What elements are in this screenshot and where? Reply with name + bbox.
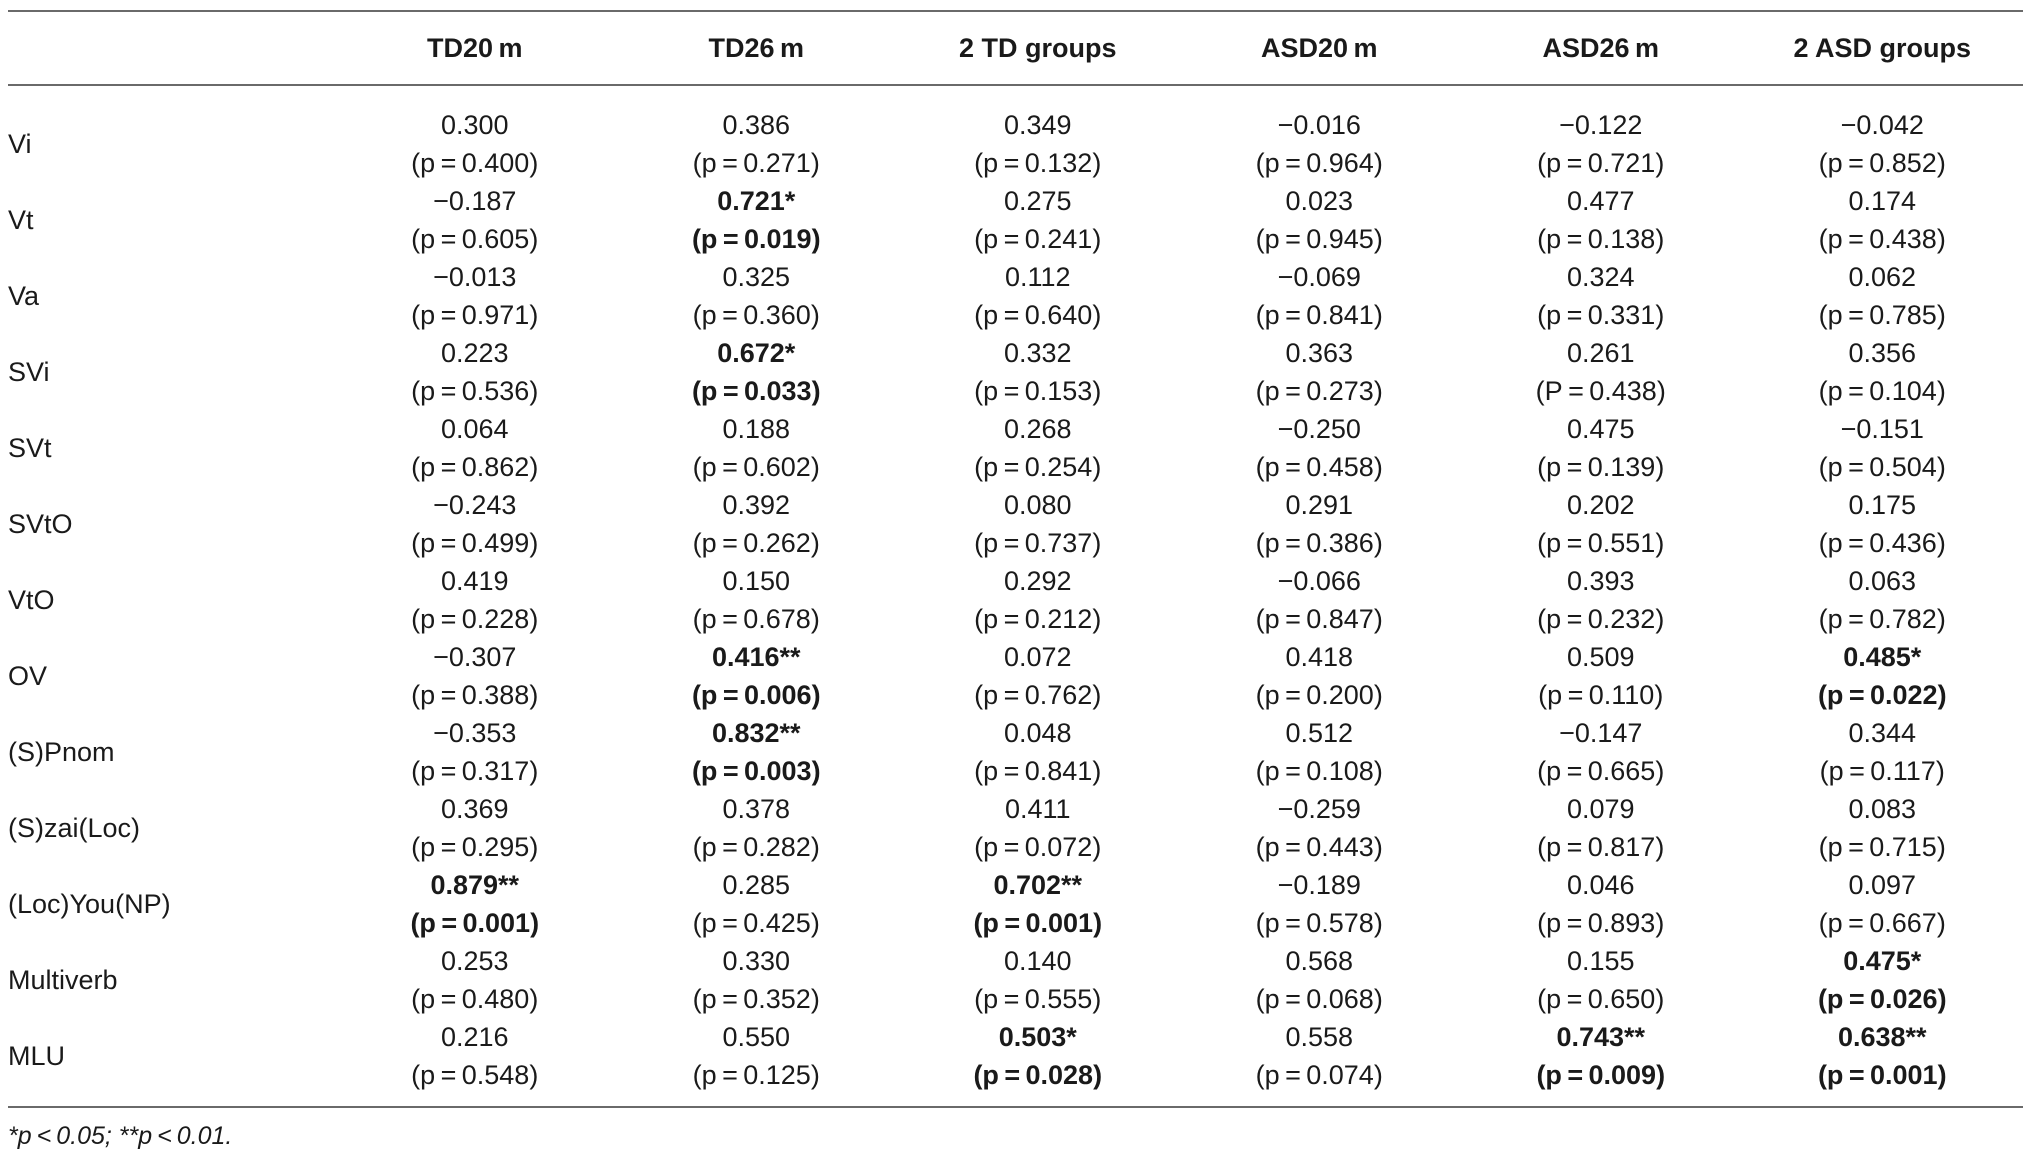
value-cell (1742, 486, 2024, 562)
header-cell-asd20m: ASD20 m (1179, 11, 1461, 85)
p-value: (p = 0.388) (411, 680, 539, 710)
p-value: (p = 0.001) (410, 908, 540, 938)
value-cell (1179, 714, 1461, 790)
value-cell (1742, 638, 2024, 714)
correlation-value: 0.188 (722, 414, 791, 444)
value-cell (1179, 258, 1461, 334)
value-cell (1460, 182, 1742, 258)
row-label: (S)Pnom (8, 736, 115, 767)
value-cell (334, 562, 616, 638)
p-value: (p = 0.785) (1818, 300, 1946, 330)
p-value: (p = 0.536) (411, 376, 539, 406)
p-value: (p = 0.578) (1255, 908, 1383, 938)
p-value: (p = 0.650) (1537, 984, 1665, 1014)
value-cell (334, 85, 616, 182)
value-cell (334, 486, 616, 562)
row-label: VtO (8, 584, 55, 615)
row-label: SVt (8, 432, 52, 463)
p-value: (p = 0.200) (1255, 680, 1383, 710)
correlation-value: −0.151 (1840, 414, 1924, 444)
correlation-value: 0.475 (1566, 414, 1635, 444)
value-cell (897, 85, 1179, 182)
header-cell-2-td-groups: 2 TD groups (897, 11, 1179, 85)
value-cell (616, 638, 898, 714)
p-value: (p = 0.678) (692, 604, 820, 634)
row-label: MLU (8, 1040, 66, 1071)
p-value: (p = 0.862) (411, 452, 539, 482)
value-cell (1179, 182, 1461, 258)
p-value: (p = 0.228) (411, 604, 539, 634)
table-row (8, 714, 2023, 790)
correlation-value: −0.353 (433, 718, 517, 748)
p-value: (p = 0.125) (692, 1060, 820, 1090)
value-cell (1179, 410, 1461, 486)
p-value: (p = 0.241) (974, 224, 1102, 254)
p-value: (p = 0.971) (411, 300, 539, 330)
correlation-value: 0.072 (1003, 642, 1072, 672)
value-cell (334, 410, 616, 486)
correlation-value: 0.324 (1566, 262, 1635, 292)
p-value: (p = 0.132) (974, 148, 1102, 178)
p-value: (p = 0.009) (1536, 1060, 1666, 1090)
table-row (8, 85, 2023, 182)
p-value: (p = 0.019) (691, 224, 821, 254)
value-cell (897, 562, 1179, 638)
correlation-value: 0.275 (1003, 186, 1072, 216)
value-cell (897, 1018, 1179, 1106)
value-cell (1460, 1018, 1742, 1106)
correlation-value: 0.112 (1004, 262, 1071, 292)
p-value: (p = 0.605) (411, 224, 539, 254)
value-cell (1742, 258, 2024, 334)
value-cell (1460, 638, 1742, 714)
value-cell (897, 942, 1179, 1018)
p-value: (p = 0.555) (974, 984, 1102, 1014)
correlation-value: −0.066 (1277, 566, 1361, 596)
correlation-value: 0.023 (1285, 186, 1354, 216)
correlation-value: −0.259 (1277, 794, 1361, 824)
value-cell (334, 942, 616, 1018)
p-value: (p = 0.499) (411, 528, 539, 558)
p-value: (p = 0.282) (692, 832, 820, 862)
p-value: (p = 0.317) (411, 756, 539, 786)
value-cell (1179, 562, 1461, 638)
correlation-value: 0.291 (1285, 490, 1354, 520)
value-cell (897, 410, 1179, 486)
correlation-value: 0.332 (1003, 338, 1072, 368)
value-cell (1179, 638, 1461, 714)
value-cell (897, 334, 1179, 410)
correlation-value: −0.189 (1277, 870, 1361, 900)
row-label: Va (8, 280, 40, 311)
table-row (8, 562, 2023, 638)
table-row (8, 942, 2023, 1018)
correlation-value: 0.300 (440, 110, 509, 140)
value-cell (1460, 866, 1742, 942)
correlation-value: 0.702** (993, 870, 1083, 900)
correlation-value: 0.411 (1004, 794, 1071, 824)
table-row (8, 334, 2023, 410)
header-cell-2-asd-groups: 2 ASD groups (1742, 11, 2024, 85)
p-value: (p = 0.153) (974, 376, 1102, 406)
p-value: (p = 0.074) (1255, 1060, 1383, 1090)
significance-footnote: *p < 0.05; **p < 0.01. (8, 1122, 233, 1150)
correlation-value: 0.386 (722, 110, 791, 140)
p-value: (p = 0.001) (973, 908, 1103, 938)
value-cell (1460, 85, 1742, 182)
value-cell (1742, 714, 2024, 790)
table-row (8, 790, 2023, 866)
value-cell (1742, 866, 2024, 942)
row-label: SVi (8, 356, 50, 387)
correlation-value: 0.743** (1556, 1022, 1646, 1052)
value-cell (1179, 790, 1461, 866)
correlation-value: −0.187 (433, 186, 517, 216)
p-value: (p = 0.003) (691, 756, 821, 786)
p-value: (p = 0.033) (691, 376, 821, 406)
p-value: (p = 0.352) (692, 984, 820, 1014)
correlation-value: −0.243 (433, 490, 517, 520)
p-value: (p = 0.665) (1537, 756, 1665, 786)
correlation-value: −0.042 (1840, 110, 1924, 140)
header-cell-td20m: TD20 m (334, 11, 616, 85)
correlation-value: −0.069 (1277, 262, 1361, 292)
correlation-value: 0.048 (1003, 718, 1072, 748)
value-cell (616, 258, 898, 334)
p-value: (p = 0.551) (1537, 528, 1665, 558)
value-cell (616, 85, 898, 182)
correlation-table-container (8, 10, 2023, 1151)
p-value: (p = 0.072) (974, 832, 1102, 862)
p-value: (p = 0.964) (1255, 148, 1383, 178)
p-value: (p = 0.458) (1255, 452, 1383, 482)
header-cell-measure (8, 11, 334, 85)
correlation-value: 0.485* (1843, 642, 1922, 672)
correlation-value: 0.268 (1003, 414, 1072, 444)
correlation-value: 0.418 (1285, 642, 1354, 672)
correlation-value: 0.174 (1848, 186, 1917, 216)
correlation-value: 0.349 (1003, 110, 1072, 140)
p-value: (p = 0.138) (1537, 224, 1665, 254)
value-cell (897, 790, 1179, 866)
value-cell (1742, 942, 2024, 1018)
correlation-value: 0.062 (1848, 262, 1917, 292)
table-body (8, 85, 2023, 1106)
correlation-value: 0.568 (1285, 946, 1354, 976)
correlation-value: 0.419 (440, 566, 509, 596)
value-cell (1460, 714, 1742, 790)
value-cell (334, 334, 616, 410)
correlation-value: 0.175 (1848, 490, 1917, 520)
header-row (8, 11, 2023, 85)
correlation-value: −0.147 (1559, 718, 1643, 748)
p-value: (p = 0.386) (1255, 528, 1383, 558)
correlation-value: −0.016 (1277, 110, 1361, 140)
value-cell (1179, 85, 1461, 182)
row-label: Vt (8, 204, 34, 235)
p-value: (p = 0.841) (974, 756, 1102, 786)
row-label: OV (8, 660, 48, 691)
p-value: (p = 0.026) (1817, 984, 1947, 1014)
value-cell (1742, 85, 2024, 182)
p-value: (p = 0.104) (1818, 376, 1946, 406)
row-label: Multiverb (8, 964, 118, 995)
p-value: (p = 0.108) (1255, 756, 1383, 786)
correlation-value: 0.416** (711, 642, 801, 672)
value-cell (616, 1018, 898, 1106)
p-value: (P = 0.438) (1535, 376, 1666, 406)
correlation-value: 0.261 (1566, 338, 1635, 368)
correlation-value: −0.013 (433, 262, 517, 292)
p-value: (p = 0.715) (1818, 832, 1946, 862)
p-value: (p = 0.068) (1255, 984, 1383, 1014)
correlation-value: −0.122 (1559, 110, 1643, 140)
value-cell (616, 866, 898, 942)
table-bottom-rule (8, 1106, 2023, 1108)
correlation-value: 0.638** (1837, 1022, 1927, 1052)
header-cell-td26m: TD26 m (616, 11, 898, 85)
p-value: (p = 0.273) (1255, 376, 1383, 406)
correlation-value: 0.080 (1003, 490, 1072, 520)
value-cell (1460, 486, 1742, 562)
p-value: (p = 0.480) (411, 984, 539, 1014)
p-value: (p = 0.110) (1538, 680, 1664, 710)
correlation-value: 0.503* (998, 1022, 1077, 1052)
p-value: (p = 0.006) (691, 680, 821, 710)
row-label: (S)zai(Loc) (8, 812, 141, 843)
correlation-value: 0.512 (1285, 718, 1354, 748)
value-cell (1742, 410, 2024, 486)
correlation-value: 0.253 (440, 946, 509, 976)
p-value: (p = 0.232) (1537, 604, 1665, 634)
correlation-value: 0.330 (722, 946, 791, 976)
value-cell (616, 334, 898, 410)
correlation-value: 0.378 (722, 794, 791, 824)
value-cell (334, 866, 616, 942)
value-cell (334, 790, 616, 866)
correlation-value: 0.558 (1285, 1022, 1354, 1052)
p-value: (p = 0.548) (411, 1060, 539, 1090)
p-value: (p = 0.504) (1818, 452, 1946, 482)
table-header (8, 11, 2023, 85)
p-value: (p = 0.762) (974, 680, 1102, 710)
correlation-value: 0.475* (1843, 946, 1922, 976)
table-row (8, 638, 2023, 714)
value-cell (1742, 562, 2024, 638)
p-value: (p = 0.667) (1818, 908, 1946, 938)
correlation-value: −0.250 (1277, 414, 1361, 444)
p-value: (p = 0.425) (692, 908, 820, 938)
p-value: (p = 0.721) (1537, 148, 1665, 178)
correlation-value: 0.509 (1566, 642, 1635, 672)
value-cell (1179, 866, 1461, 942)
p-value: (p = 0.443) (1255, 832, 1383, 862)
value-cell (334, 1018, 616, 1106)
p-value: (p = 0.271) (692, 148, 820, 178)
p-value: (p = 0.022) (1817, 680, 1947, 710)
correlation-value: 0.097 (1848, 870, 1917, 900)
value-cell (616, 410, 898, 486)
value-cell (1742, 182, 2024, 258)
p-value: (p = 0.893) (1537, 908, 1665, 938)
value-cell (334, 638, 616, 714)
value-cell (897, 714, 1179, 790)
correlation-value: 0.879** (430, 870, 520, 900)
correlation-value: 0.832** (711, 718, 801, 748)
table-row (8, 410, 2023, 486)
correlation-value: 0.392 (722, 490, 791, 520)
value-cell (616, 486, 898, 562)
value-cell (1460, 790, 1742, 866)
p-value: (p = 0.737) (974, 528, 1102, 558)
correlation-value: 0.083 (1848, 794, 1917, 824)
table-row (8, 258, 2023, 334)
p-value: (p = 0.945) (1255, 224, 1383, 254)
value-cell (334, 182, 616, 258)
p-value: (p = 0.602) (692, 452, 820, 482)
table-row (8, 866, 2023, 942)
value-cell (1742, 1018, 2024, 1106)
table-row (8, 1018, 2023, 1106)
value-cell (1460, 258, 1742, 334)
row-label: SVtO (8, 508, 73, 539)
p-value: (p = 0.847) (1255, 604, 1383, 634)
p-value: (p = 0.001) (1817, 1060, 1947, 1090)
correlation-value: 0.477 (1566, 186, 1635, 216)
value-cell (1179, 334, 1461, 410)
correlation-value: 0.393 (1566, 566, 1635, 596)
header-cell-asd26m: ASD26 m (1460, 11, 1742, 85)
p-value: (p = 0.028) (973, 1060, 1103, 1090)
value-cell (897, 638, 1179, 714)
row-label: Vi (8, 128, 32, 159)
p-value: (p = 0.438) (1818, 224, 1946, 254)
p-value: (p = 0.360) (692, 300, 820, 330)
value-cell (897, 258, 1179, 334)
p-value: (p = 0.262) (692, 528, 820, 558)
value-cell (897, 182, 1179, 258)
value-cell (1179, 942, 1461, 1018)
value-cell (1179, 1018, 1461, 1106)
value-cell (334, 258, 616, 334)
p-value: (p = 0.295) (411, 832, 539, 862)
correlation-value: 0.046 (1566, 870, 1635, 900)
correlation-value: 0.292 (1003, 566, 1072, 596)
p-value: (p = 0.436) (1818, 528, 1946, 558)
correlation-value: 0.140 (1003, 946, 1072, 976)
p-value: (p = 0.212) (974, 604, 1102, 634)
correlation-value: 0.223 (440, 338, 509, 368)
value-cell (1742, 790, 2024, 866)
p-value: (p = 0.400) (411, 148, 539, 178)
correlation-value: 0.064 (440, 414, 509, 444)
table-row (8, 486, 2023, 562)
correlation-value: 0.721* (717, 186, 796, 216)
correlation-value: 0.063 (1848, 566, 1917, 596)
correlation-value: 0.155 (1566, 946, 1635, 976)
value-cell (616, 182, 898, 258)
p-value: (p = 0.782) (1818, 604, 1946, 634)
correlation-value: 0.672* (717, 338, 796, 368)
correlation-table (8, 10, 2023, 1106)
value-cell (1460, 942, 1742, 1018)
value-cell (616, 562, 898, 638)
p-value: (p = 0.852) (1818, 148, 1946, 178)
p-value: (p = 0.117) (1819, 756, 1945, 786)
correlation-value: −0.307 (433, 642, 517, 672)
p-value: (p = 0.254) (974, 452, 1102, 482)
p-value: (p = 0.640) (974, 300, 1102, 330)
value-cell (897, 866, 1179, 942)
row-label: (Loc)You(NP) (8, 888, 171, 919)
correlation-value: 0.363 (1285, 338, 1354, 368)
p-value: (p = 0.841) (1255, 300, 1383, 330)
correlation-value: 0.150 (722, 566, 791, 596)
value-cell (616, 790, 898, 866)
p-value: (p = 0.139) (1537, 452, 1665, 482)
correlation-value: 0.325 (722, 262, 791, 292)
value-cell (1460, 410, 1742, 486)
value-cell (616, 714, 898, 790)
correlation-value: 0.550 (722, 1022, 791, 1052)
value-cell (1742, 334, 2024, 410)
value-cell (897, 486, 1179, 562)
value-cell (334, 714, 616, 790)
correlation-value: 0.356 (1848, 338, 1917, 368)
value-cell (616, 942, 898, 1018)
correlation-value: 0.202 (1566, 490, 1635, 520)
table-row (8, 182, 2023, 258)
p-value: (p = 0.817) (1537, 832, 1665, 862)
correlation-value: 0.285 (722, 870, 791, 900)
correlation-value: 0.079 (1566, 794, 1635, 824)
value-cell (1460, 334, 1742, 410)
value-cell (1460, 562, 1742, 638)
correlation-value: 0.216 (440, 1022, 509, 1052)
value-cell (1179, 486, 1461, 562)
correlation-value: 0.344 (1848, 718, 1917, 748)
correlation-value: 0.369 (440, 794, 509, 824)
p-value: (p = 0.331) (1537, 300, 1665, 330)
